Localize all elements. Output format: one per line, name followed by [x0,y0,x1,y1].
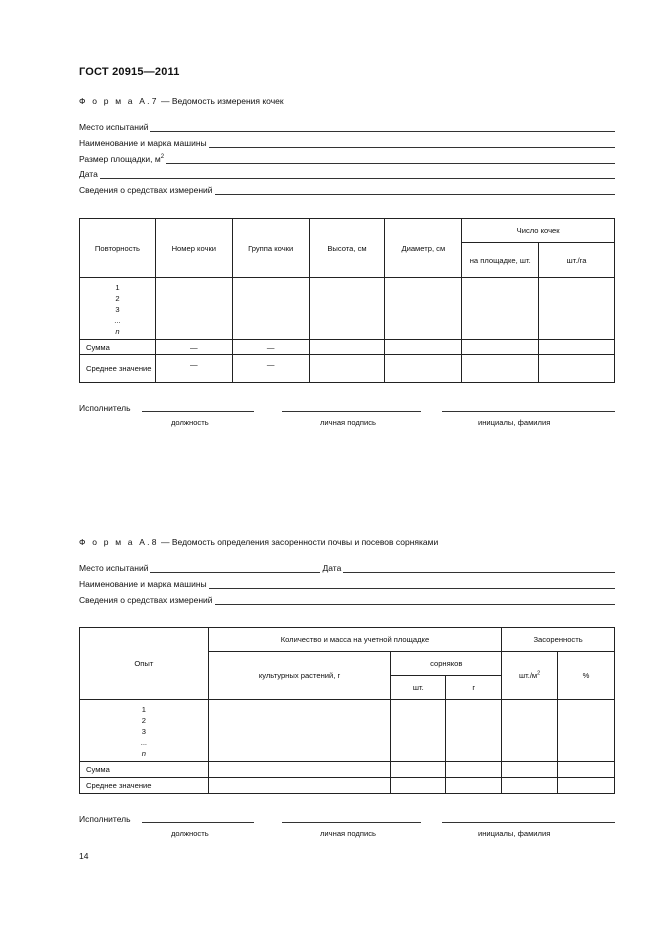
form7-title-prefix: Ф о р м а А.7 [79,96,159,106]
header-experiment: Опыт [80,628,209,700]
fill-line[interactable] [209,139,615,148]
form8-field-place-date[interactable] [79,561,615,573]
header-hummock-group: Группа кочки [232,219,309,278]
form7-field-machine[interactable] [79,136,615,148]
page-number: 14 [79,851,89,861]
data-cell[interactable] [309,355,385,383]
data-cell[interactable] [391,762,446,778]
caption-sign: личная подпись [320,829,376,838]
dash: — [232,340,309,355]
header-qty-mass: Количество и масса на учетной площадке [208,628,501,652]
caption-name: инициалы, фамилия [478,829,551,838]
header-count-plot: на площадке, шт. [462,243,539,278]
form7-field-date[interactable] [79,167,615,179]
data-cell[interactable] [558,762,615,778]
form7-title [79,96,284,106]
caption-position: должность [171,829,209,838]
document-header: ГОСТ 20915—2011 [79,66,180,78]
data-cell[interactable] [391,700,446,762]
data-cell[interactable] [208,762,391,778]
form7-field-place[interactable] [79,120,615,132]
signature-name-line[interactable] [442,411,615,412]
field-label-date: Дата [322,563,342,573]
form8-field-instruments[interactable] [79,593,615,605]
header-pcs: шт. [391,676,446,700]
header-count-ha: шт./га [539,243,615,278]
fill-line[interactable] [209,580,615,589]
header-repeat: Повторность [80,219,156,278]
signature-position-line[interactable] [142,411,254,412]
data-cell[interactable] [385,278,462,340]
header-hummock-number: Номер кочки [155,219,232,278]
repeat-numbers: 1 2 3 ... n [80,278,156,340]
data-cell[interactable] [391,778,446,794]
field-label: Наименование и марка машины [79,579,207,589]
data-cell[interactable] [309,278,385,340]
form8-title-prefix: Ф о р м а А.8 [79,537,159,547]
experiment-numbers: 1 2 3 ... n [80,700,209,762]
form8-title-text: — Ведомость определения засоренности почвы и посевов сорняками [158,537,439,547]
data-cell[interactable] [462,278,539,340]
signature-name-line[interactable] [442,822,615,823]
sum-label: Сумма [80,340,156,355]
data-cell[interactable] [446,778,502,794]
dash: — [232,355,309,383]
data-cell[interactable] [208,778,391,794]
header-grams: г [446,676,502,700]
data-cell[interactable] [155,278,232,340]
field-label: Место испытаний [79,563,149,573]
fill-line[interactable] [215,186,615,195]
header-height: Высота, см [309,219,385,278]
form8-field-machine[interactable] [79,577,615,589]
data-cell[interactable] [502,778,558,794]
data-cell[interactable] [462,340,539,355]
caption-position: должность [171,418,209,427]
signature-sign-line[interactable] [282,822,421,823]
data-cell[interactable] [539,340,615,355]
fill-line[interactable] [150,123,615,132]
data-cell[interactable] [446,700,502,762]
header-weeds: сорняков [391,652,502,676]
data-cell[interactable] [539,278,615,340]
form8-signature-label: Исполнитель [79,814,131,824]
field-label: Дата [79,169,98,179]
data-cell[interactable] [208,700,391,762]
header-diameter: Диаметр, см [385,219,462,278]
caption-sign: личная подпись [320,418,376,427]
fill-line[interactable] [166,155,615,164]
header-count: Число кочек [462,219,615,243]
average-label: Среднее значение [80,355,156,383]
fill-line[interactable] [215,596,615,605]
data-cell[interactable] [558,700,615,762]
fill-line[interactable] [150,564,320,573]
dash: — [155,355,232,383]
form7-field-area-size[interactable] [79,152,615,164]
fill-line[interactable] [100,170,615,179]
data-cell[interactable] [385,355,462,383]
fill-line[interactable] [343,564,615,573]
data-cell[interactable] [539,355,615,383]
field-label: Сведения о средствах измерений [79,595,213,605]
header-percent: % [558,652,615,700]
data-cell[interactable] [309,340,385,355]
field-label: Место испытаний [79,122,149,132]
sum-label: Сумма [80,762,209,778]
form7-table [79,218,615,383]
header-per-m2: $шт./м^2$ [502,652,558,700]
data-cell[interactable] [232,278,309,340]
data-cell[interactable] [385,340,462,355]
data-cell[interactable] [558,778,615,794]
form8-table [79,627,615,794]
form8-title [79,537,438,547]
field-label: Сведения о средствах измерений [79,185,213,195]
dash: — [155,340,232,355]
form7-signature-label: Исполнитель [79,403,131,413]
form7-title-text: — Ведомость измерения кочек [158,96,284,106]
data-cell[interactable] [502,700,558,762]
signature-position-line[interactable] [142,822,254,823]
data-cell[interactable] [502,762,558,778]
signature-sign-line[interactable] [282,411,421,412]
data-cell[interactable] [462,355,539,383]
form7-field-instruments[interactable] [79,183,615,195]
field-label: Наименование и марка машины [79,138,207,148]
field-label: Размер площадки, $м^2$ [79,154,165,164]
header-crops: культурных растений, г [208,652,391,700]
header-infestation: Засоренность [502,628,615,652]
caption-name: инициалы, фамилия [478,418,551,427]
average-label: Среднее значение [80,778,209,794]
data-cell[interactable] [446,762,502,778]
